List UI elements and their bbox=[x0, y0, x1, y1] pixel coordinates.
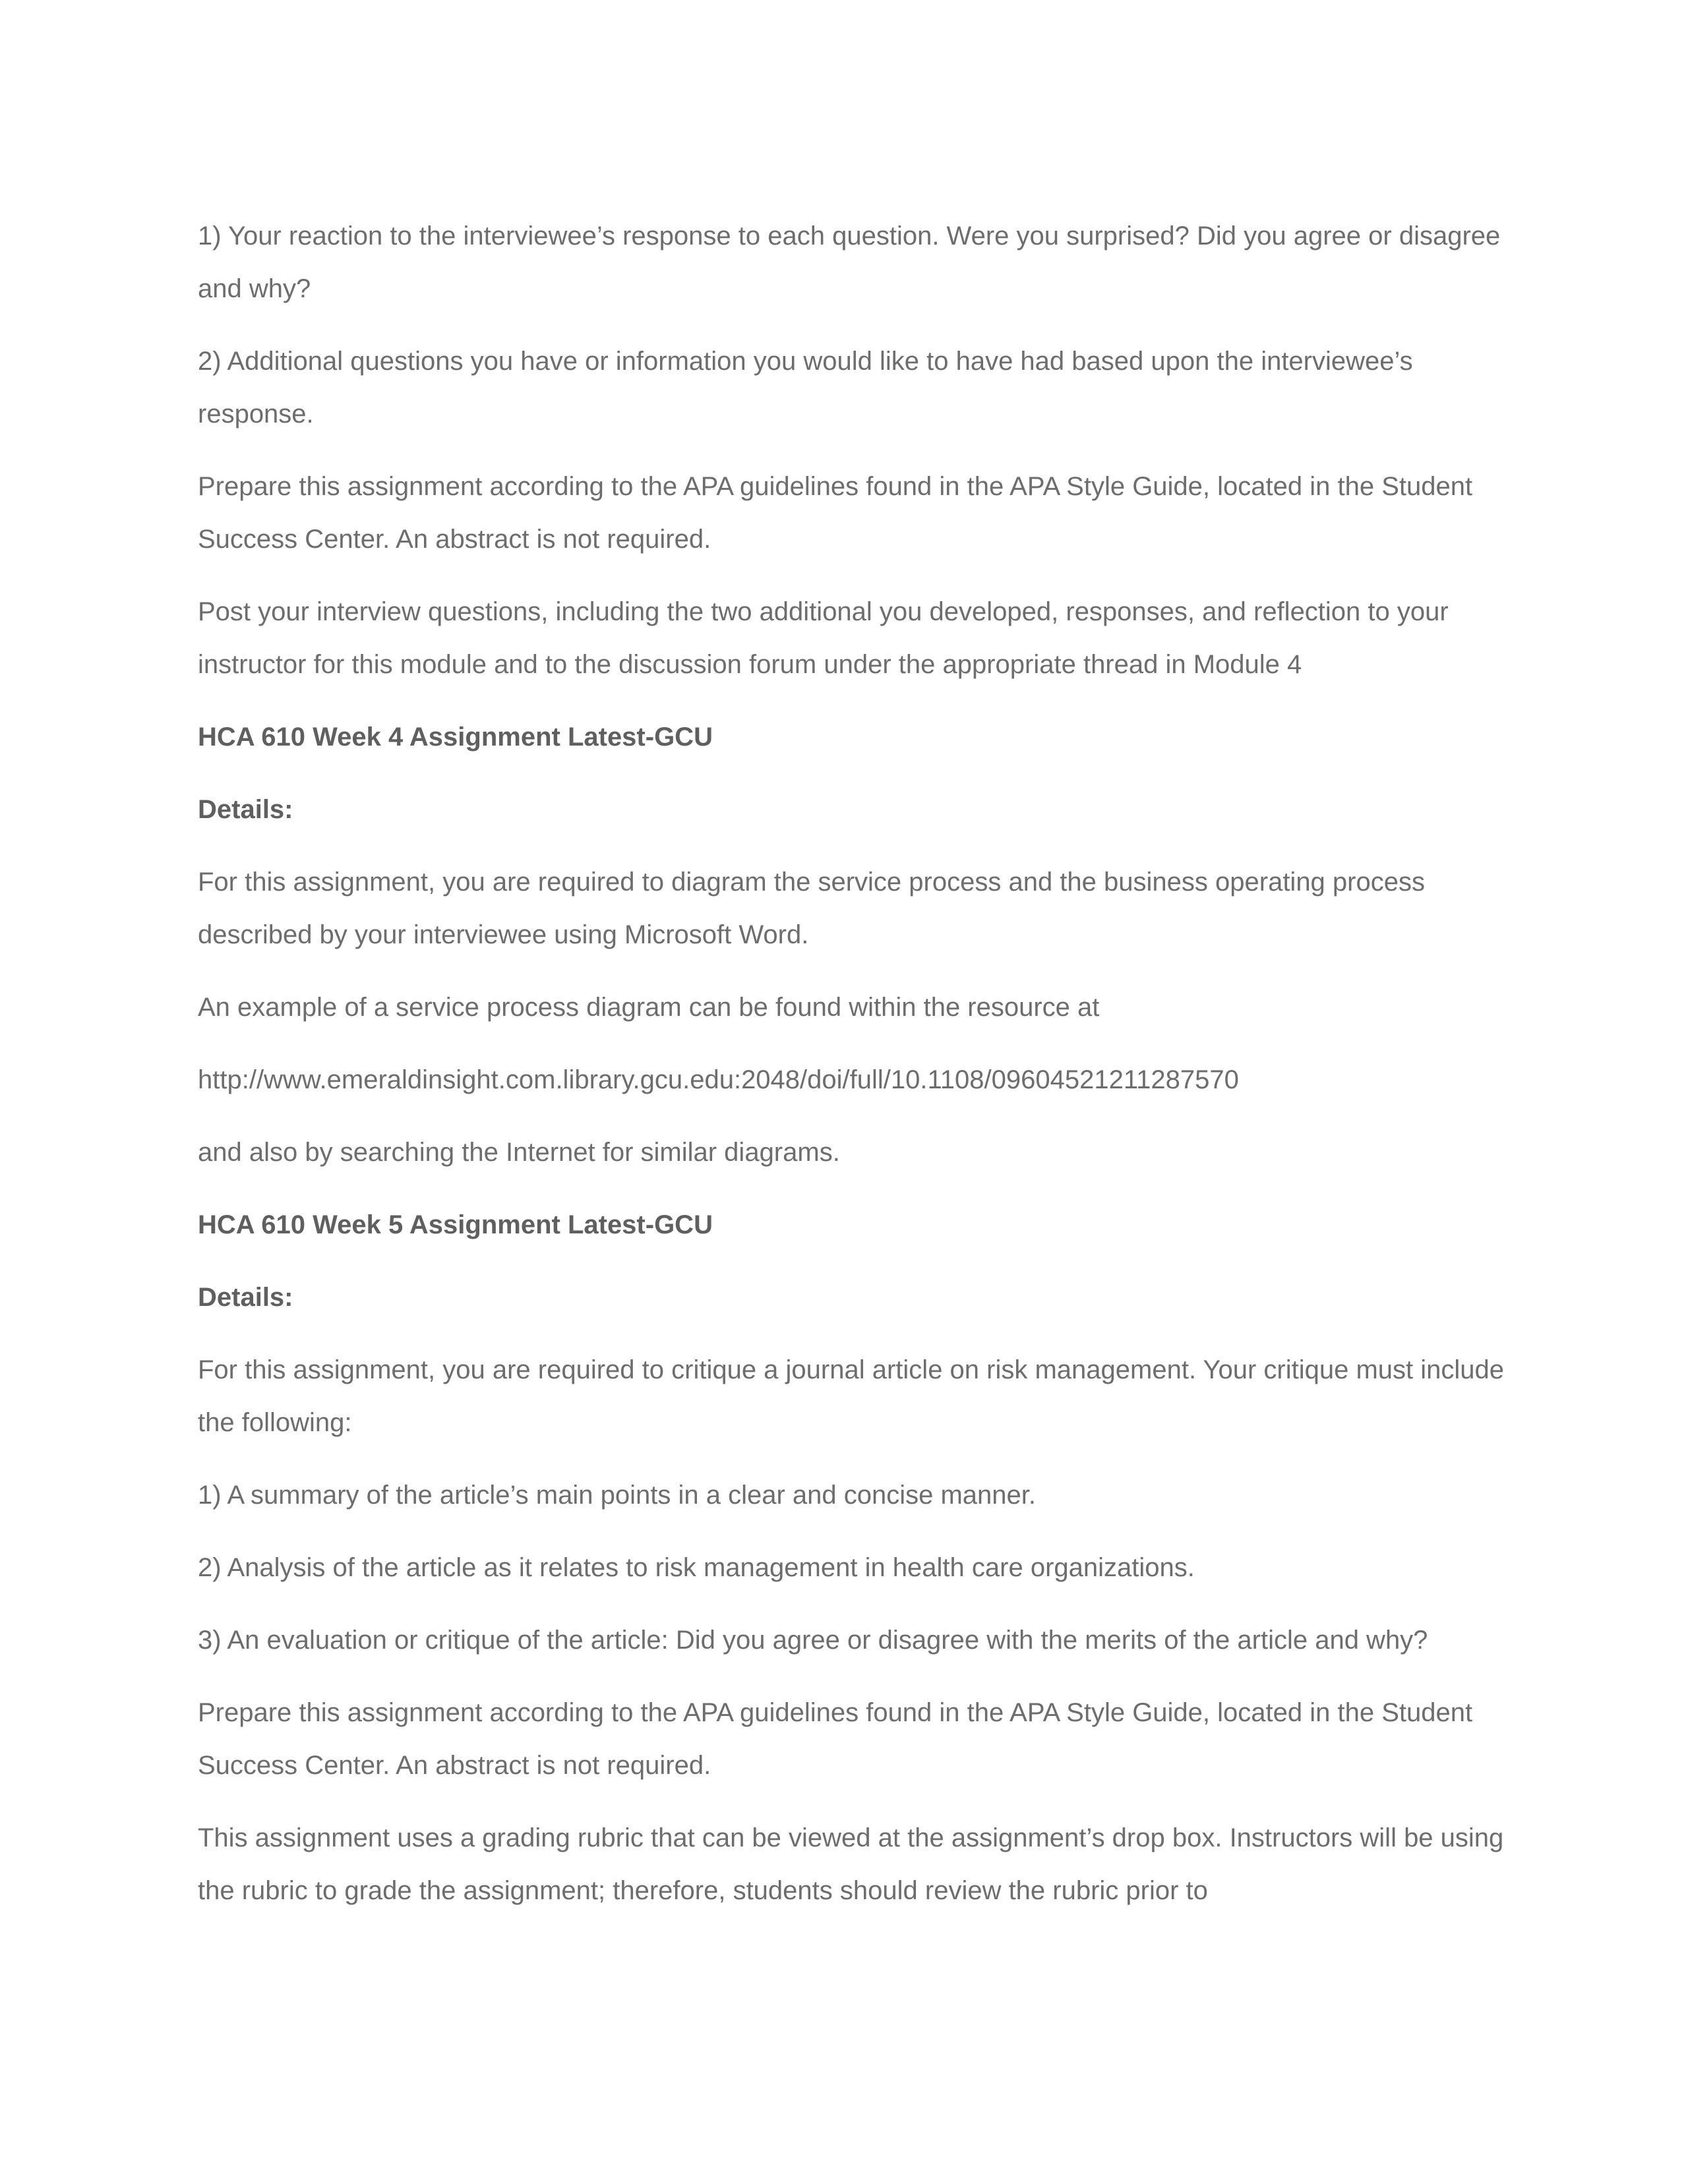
paragraph-search-internet: and also by searching the Internet for similar diagrams. bbox=[198, 1138, 840, 1167]
paragraph-evaluation: 3) An evaluation or critique of the article: Did you agree or disagree with the merits of the article and why? bbox=[198, 1626, 1428, 1655]
heading-details-week-5: Details: bbox=[198, 1283, 293, 1312]
resource-url-text: http://www.emeraldinsight.com.library.gcu.edu:2048/doi/full/10.1108/09604521211287570 bbox=[198, 1065, 1239, 1094]
paragraph-summary-points: 1) A summary of the article’s main points in a clear and concise manner. bbox=[198, 1481, 1036, 1510]
paragraph-additional-questions: 2) Additional questions you have or information you would like to have had based upon the interviewee’s response. bbox=[198, 347, 1413, 428]
paragraph-apa-guidelines: Prepare this assignment according to the APA guidelines found in the APA Style Guide, located in the Student Success Center. An abstract is not required. bbox=[198, 472, 1473, 554]
paragraph-analysis: 2) Analysis of the article as it relates to risk management in health care organizations. bbox=[198, 1553, 1195, 1582]
heading-details-week-4: Details: bbox=[198, 795, 293, 824]
document-body bbox=[198, 210, 1510, 1937]
paragraph-critique-article: For this assignment, you are required to critique a journal article on risk management. Your critique must include the following: bbox=[198, 1355, 1504, 1437]
heading-week-4: HCA 610 Week 4 Assignment Latest-GCU bbox=[198, 723, 713, 752]
paragraph-apa-guidelines-2: Prepare this assignment according to the APA guidelines found in the APA Style Guide, located in the Student Success Center. An abstract is not required. bbox=[198, 1698, 1473, 1780]
paragraph-reaction: 1) Your reaction to the interviewee’s response to each question. Were you surprised? Did you agree or disagree and why? bbox=[198, 221, 1501, 303]
heading-week-5: HCA 610 Week 5 Assignment Latest-GCU bbox=[198, 1210, 713, 1239]
paragraph-post-interview: Post your interview questions, including the two additional you developed, responses, and reflection to your instructor for this module and to the discussion forum under the appropriate thread in Module 4 bbox=[198, 597, 1449, 679]
paragraph-diagram-service: For this assignment, you are required to diagram the service process and the business operating process described by your interviewee using Microsoft Word. bbox=[198, 868, 1425, 949]
paragraph-example-diagram: An example of a service process diagram can be found within the resource at bbox=[198, 993, 1100, 1022]
paragraph-grading-rubric: This assignment uses a grading rubric that can be viewed at the assignment’s drop box. Instructors will be using the rubric to grade the assignment; therefore, students should review the rubric prior to bbox=[198, 1823, 1504, 1905]
